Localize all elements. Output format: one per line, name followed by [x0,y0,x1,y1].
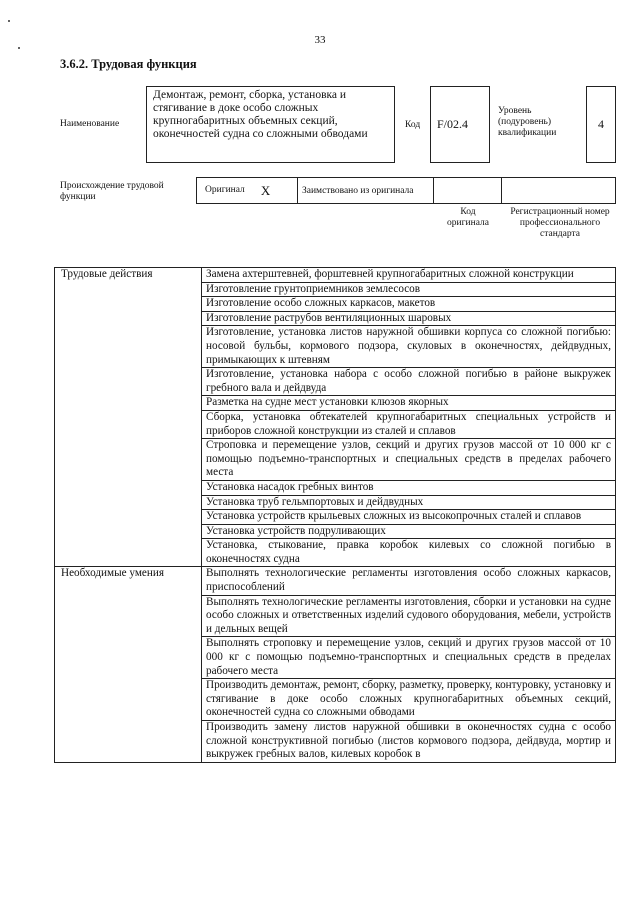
table-row [55,268,616,283]
table-cell-item: Изготовление особо сложных каркасов, макетов [202,297,616,312]
origin-label: Происхождение трудовой функции [60,181,164,202]
name-value: Демонтаж, ремонт, сборка, установка и стягивание в доке особо сложных крупногабаритных объемных секций, оконечностей судна со сложными обводами [153,89,368,140]
original-label: Оригинал [205,185,245,195]
table-cell-item: Изготовление раструбов вентиляционных шаровых [202,311,616,326]
table-cell-item: Установка, стыкование, правка коробок килевых со сложной погибью в оконечностях судна [202,539,616,567]
table-cell-item: Изготовление, установка листов наружной обшивки корпуса со сложной погибью: носовой бульбы, кормового подзора, скуловых в оконечностях, дейдвудных, примыкающих к штевням [202,326,616,368]
table-cell-item: Производить замену листов наружной обшивки в оконечностях судна с особо сложной конструктивной погибью (листов кормового подзора, дейдвуда, мортир и выкружек гребных валов, килевых коробок в [202,721,616,763]
table-cell-item: Установка устройств крыльевых сложных из высокопрочных сталей и сплавов [202,510,616,525]
section-title: 3.6.2. Трудовая функция [60,57,197,71]
reg-number-caption: Регистрационный номер профессионального стандарта [510,207,610,239]
table-cell-item: Разметка на судне мест установки клюзов якорных [202,396,616,411]
table-cell-item: Замена ахтерштевней, форштевней крупногабаритных сложной конструкции [202,268,616,283]
code-box [430,86,490,163]
original-cell [197,178,298,203]
table-row [55,567,616,595]
page-number: 33 [314,34,326,46]
table-cell-item: Выполнять технологические регламенты изготовления особо сложных каркасов, приспособлений [202,567,616,595]
section-label: Необходимые умения [55,567,202,762]
table-cell-item: Строповка и перемещение узлов, секций и других грузов массой от 10 000 кг с помощью подъемно-транспортных и специальных средств в пределах рабочего места [202,439,616,481]
name-value-box [146,86,395,163]
borrowed-cell [298,178,434,203]
table-cell-item: Производить демонтаж, ремонт, сборку, разметку, проверку, контуровку, установку и стягивание в доке особо сложных крупногабаритных объемных секций, оконечностей судна со сложными обводами [202,679,616,721]
name-label: Наименование [60,119,120,129]
table-cell-item: Установка труб гельмпортовых и дейдвудных [202,495,616,510]
table-cell-item: Выполнять строповку и перемещение узлов, секций и других грузов массой от 10 000 кг с помощью подъемно-транспортных и специальных средств в пределах рабочего места [202,637,616,679]
original-mark: X [260,182,271,198]
origin-table [196,177,616,204]
table-cell-item: Сборка, установка обтекателей крупногабаритных специальных устройств и приборов сложной конструкции из сталей и сплавов [202,410,616,438]
table-cell-item: Изготовление грунтоприемников землесосов [202,282,616,297]
level-box [586,86,616,163]
table-cell-item: Изготовление, установка набора с особо сложной погибью в районе выкружек гребного вала и дейдвуда [202,368,616,396]
level-value: 4 [598,117,604,131]
table-cell-item: Установка насадок гребных винтов [202,480,616,495]
table-cell-item: Установка устройств подруливающих [202,524,616,539]
margin-dot [18,47,20,49]
main-table [54,267,616,763]
margin-dot [8,20,10,22]
table-cell-item: Выполнять технологические регламенты изготовления, сборки и установки на судне особо сложных и ответственных изделий судового оборудования, мебели, устройств и дельных вещей [202,595,616,637]
reg-number-cell [502,178,615,203]
section-label: Трудовые действия [55,268,202,567]
code-original-cell [434,178,502,203]
code-label: Код [405,120,421,130]
code-original-caption: Код оригинала [447,207,489,228]
code-value: F/02.4 [437,117,469,131]
borrowed-label: Заимствовано из оригинала [302,186,414,196]
level-label: Уровень (подуровень) квалификации [498,106,557,138]
